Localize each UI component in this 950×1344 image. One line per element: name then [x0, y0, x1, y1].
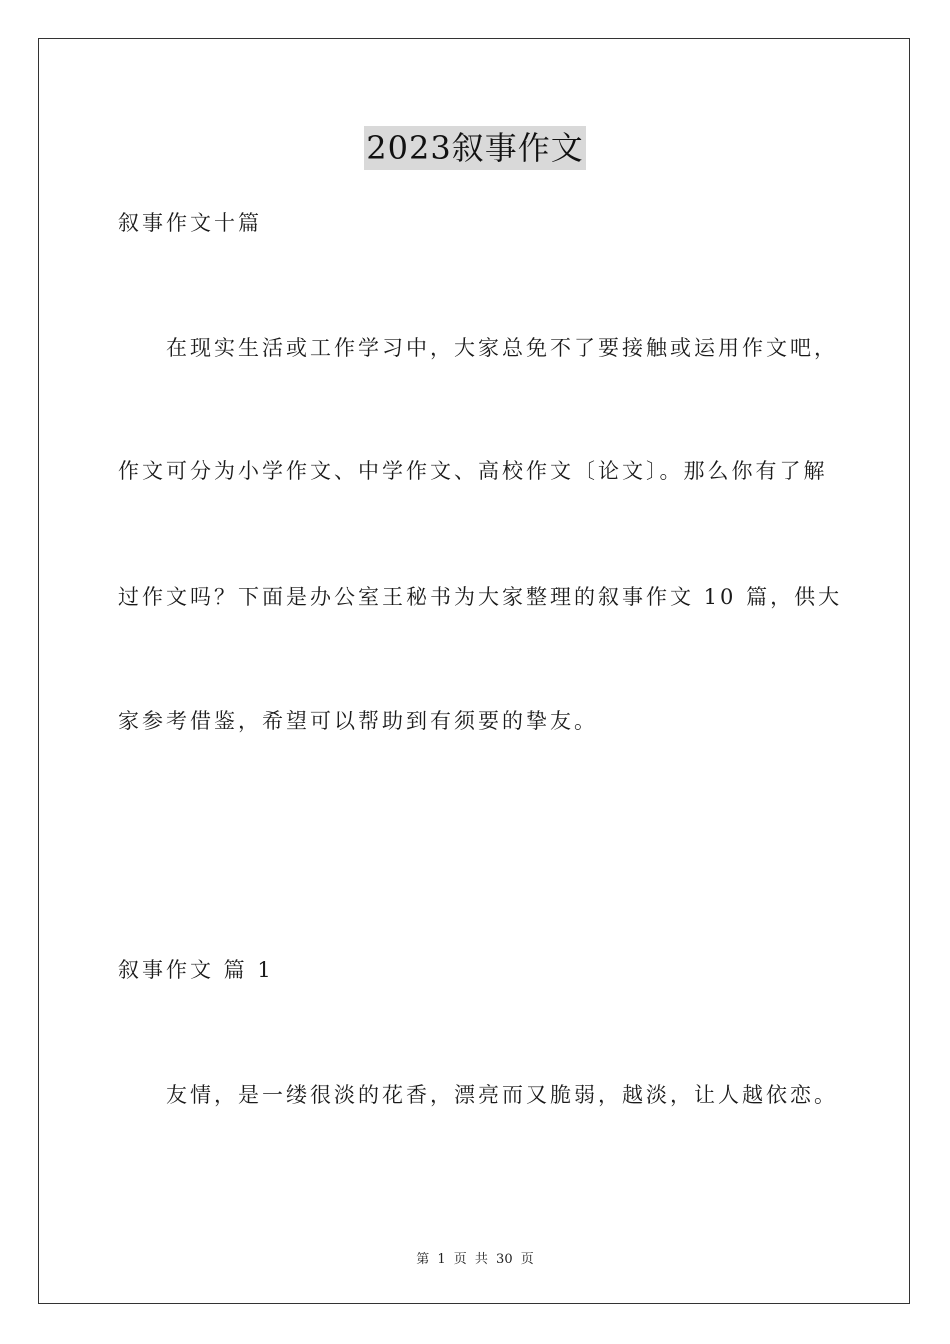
title-container	[0, 126, 950, 170]
intro-line-2: 作文可分为小学作文、中学作文、高校作文〔论文〕。那么你有了解	[118, 459, 828, 483]
intro-line-3: 过作文吗？下面是办公室王秘书为大家整理的叙事作文 10 篇，供大	[118, 585, 843, 609]
page-footer: 第 1 页 共 30 页	[416, 1252, 534, 1267]
intro-line-4: 家参考借鉴，希望可以帮助到有须要的挚友。	[118, 709, 598, 733]
section-paragraph-line-1: 友情，是一缕很淡的花香，漂亮而又脆弱，越淡，让人越依恋。	[166, 1083, 838, 1107]
document-title: 2023叙事作文	[364, 126, 585, 170]
document-subtitle: 叙事作文十篇	[118, 211, 262, 235]
section-heading: 叙事作文 篇 1	[118, 958, 274, 982]
intro-line-1: 在现实生活或工作学习中，大家总免不了要接触或运用作文吧，	[166, 336, 838, 360]
